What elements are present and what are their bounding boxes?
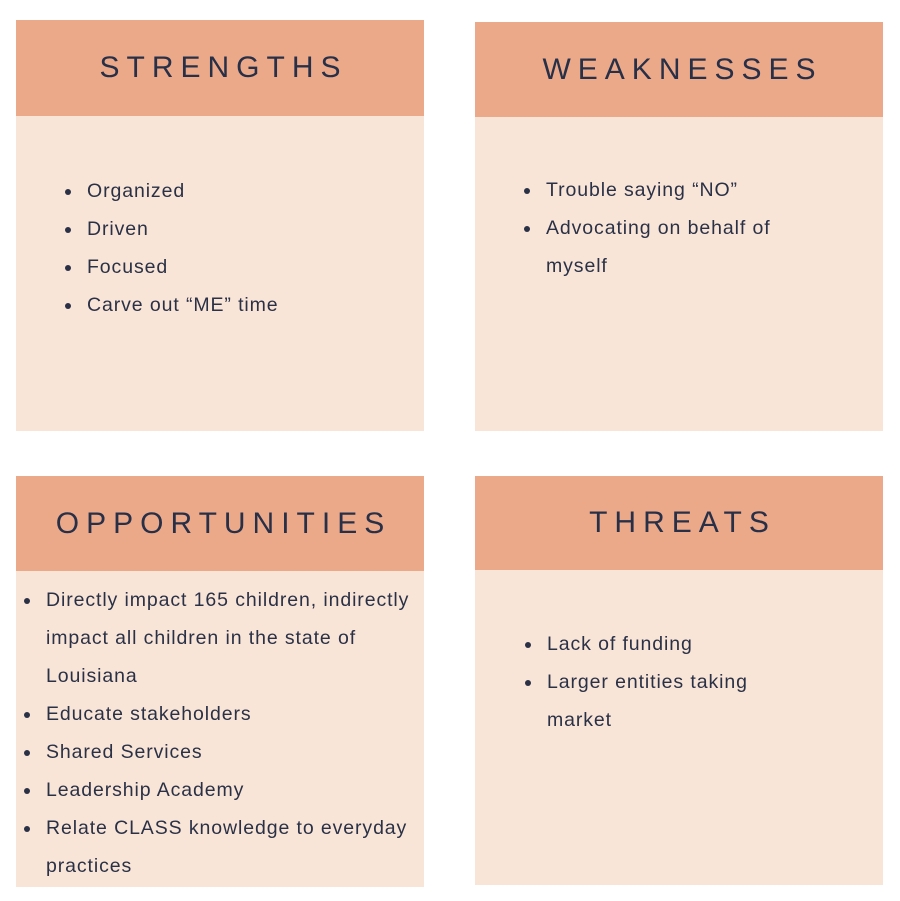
opportunities-list <box>21 581 421 885</box>
threats-header <box>475 476 883 570</box>
threats-title: THREATS <box>589 506 776 539</box>
list-item: Driven <box>62 210 402 248</box>
threats-body <box>475 570 883 885</box>
list-item: Carve out “ME” time <box>62 286 402 324</box>
list-item: Directly impact 165 children, indirectly impact all children in the state of Louisiana <box>21 581 421 695</box>
list-item: Larger entities taking market <box>522 663 782 739</box>
weaknesses-header <box>475 22 883 117</box>
weaknesses-title: WEAKNESSES <box>542 52 823 86</box>
threats-quadrant <box>475 476 883 885</box>
list-item: Shared Services <box>21 733 421 771</box>
opportunities-title: OPPORTUNITIES <box>55 506 392 540</box>
list-item: Trouble saying “NO” <box>521 171 821 209</box>
opportunities-quadrant <box>16 476 424 887</box>
list-item: Leadership Academy <box>21 771 421 809</box>
opportunities-header <box>16 476 424 571</box>
threats-list <box>522 625 782 739</box>
strengths-body <box>16 116 424 431</box>
weaknesses-body <box>475 117 883 431</box>
list-item: Educate stakeholders <box>21 695 421 733</box>
strengths-header <box>16 20 424 116</box>
list-item: Relate CLASS knowledge to everyday practices <box>21 809 421 885</box>
strengths-list <box>62 172 402 324</box>
strengths-title: STRENGTHS <box>99 51 348 84</box>
opportunities-body <box>16 571 424 887</box>
weaknesses-list <box>521 171 821 285</box>
list-item: Lack of funding <box>522 625 782 663</box>
list-item: Focused <box>62 248 402 286</box>
list-item: Organized <box>62 172 402 210</box>
list-item: Advocating on behalf of myself <box>521 209 821 285</box>
weaknesses-quadrant <box>475 22 883 431</box>
strengths-quadrant <box>16 20 424 431</box>
